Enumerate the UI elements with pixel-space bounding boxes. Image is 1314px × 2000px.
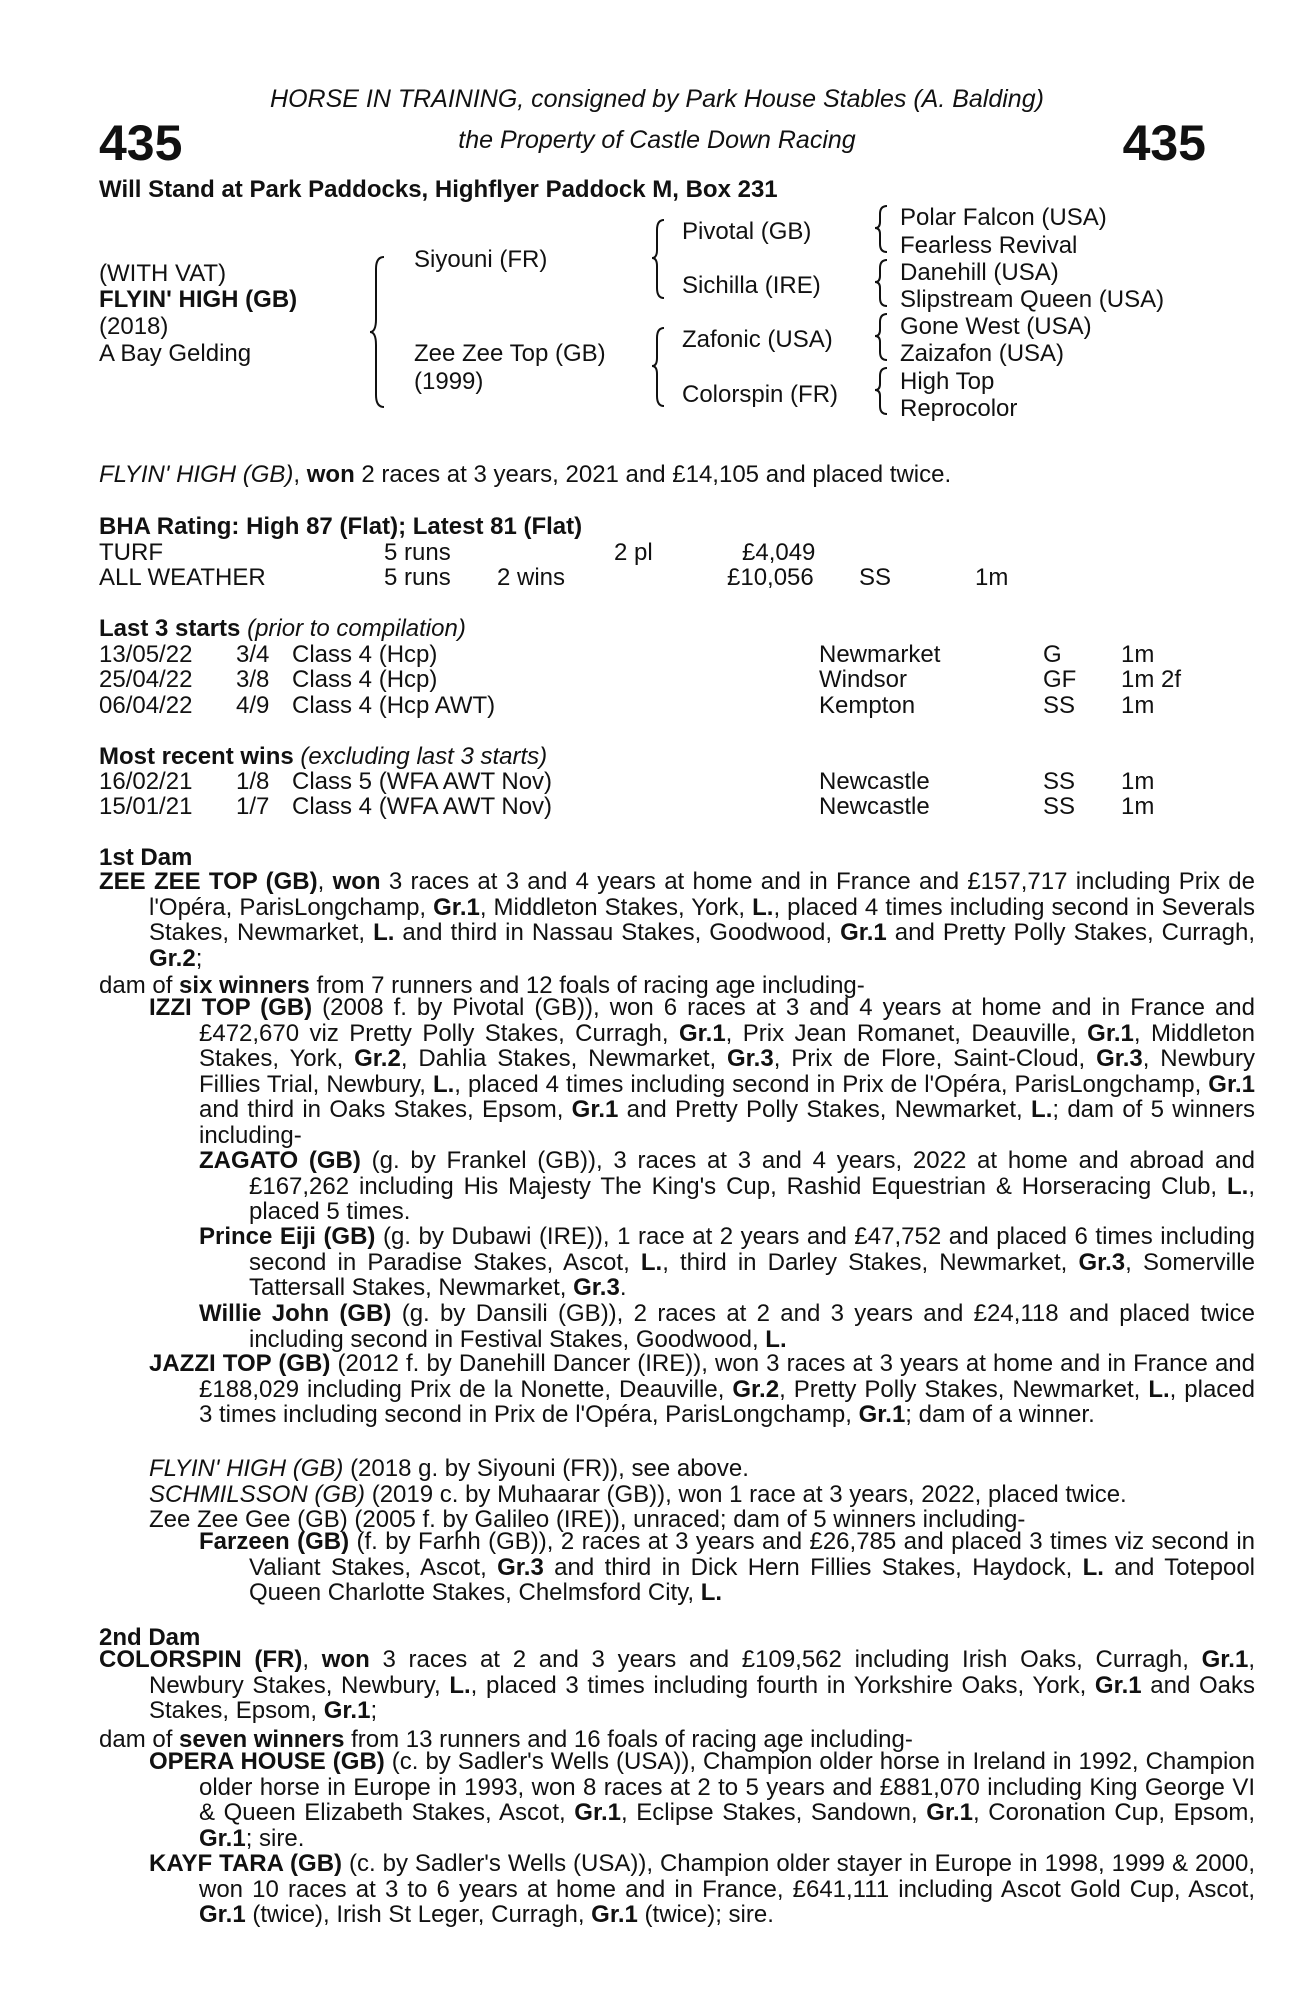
second-dam-name: COLORSPIN (FR) xyxy=(99,1646,303,1673)
produce-schmilsson: SCHMILSSON (GB) (2019 c. by Muhaarar (GB)), won 1 race at 3 years, 2022, placed twice. xyxy=(149,1481,1127,1508)
prize: £4,049 xyxy=(742,539,816,566)
second-dam-produce-summary: dam of seven winners from 13 runners and 16 foals of racing age including- xyxy=(99,1726,913,1753)
recent-wins-title: Most recent wins xyxy=(99,743,294,770)
first-dam-produce-summary: dam of six winners from 7 runners and 12 foals of racing age including- xyxy=(99,972,865,999)
recent-wins-heading xyxy=(99,745,547,769)
going: SS xyxy=(1043,692,1076,719)
going: SS xyxy=(859,564,892,591)
dam-sire: Zafonic (USA) xyxy=(682,326,833,353)
going: SS xyxy=(1043,768,1076,795)
pedigree-bracket-main xyxy=(370,255,390,410)
date: 16/02/21 xyxy=(99,768,193,795)
dam-dam: Colorspin (FR) xyxy=(682,381,839,408)
produce-izzi-top: IZZI TOP (GB) (2008 f. by Pivotal (GB)), won 6 races at 3 and 4 years at home and in France and £472,670 viz Pretty Polly Stakes, Curragh, Gr.1, Prix Jean Romanet, Deauville, Gr.1, Middleton Stakes, York, Gr.2, Dahlia Stakes, Newmarket, Gr.3, Prix de Flore, Saint-Cloud, Gr.3, Newbury Fillies Trial, Newbury, L., placed 4 times including second in Prix de l'Opéra, ParisLongchamp, Gr.1 and third in Oaks Stakes, Epsom, Gr.1 and Pretty Polly Stakes, Newmarket, L.; dam of 5 winners including- xyxy=(149,994,1256,1149)
produce-flyin-high: FLYIN' HIGH (GB) (2018 g. by Siyouni (FR)), see above. xyxy=(149,1455,749,1482)
lot-number-right: 435 xyxy=(1122,115,1206,171)
race-summary: FLYIN' HIGH (GB), won 2 races at 3 years, 2021 and £14,105 and placed twice. xyxy=(99,461,952,488)
surface: TURF xyxy=(99,539,163,566)
prize: £10,056 xyxy=(727,564,814,591)
last-starts-heading xyxy=(99,617,466,641)
pedigree-bracket-sd xyxy=(875,258,891,308)
recent-wins-note: (excluding last 3 starts) xyxy=(293,743,548,770)
last-starts-title: Last 3 starts xyxy=(99,615,241,642)
stand-location: Will Stand at Park Paddocks, Highflyer Paddock M, Box 231 xyxy=(99,176,778,203)
property-line: the Property of Castle Down Racing xyxy=(458,126,856,154)
consignor-line: HORSE IN TRAINING, consigned by Park House Stables (A. Balding) xyxy=(270,85,1044,113)
produce-jazzi-top: JAZZI TOP (GB) (2012 f. by Danehill Dancer (IRE)), won 3 races at 3 years at home and in France and £188,029 including Prix de la Nonette, Deauville, Gr.2, Pretty Polly Stakes, Newmarket, L., placed 3 times including second in Prix de l'Opéra, ParisLongchamp, Gr.1; dam of a winner. xyxy=(149,1350,1255,1428)
ped-dsd: Zaizafon (USA) xyxy=(900,340,1065,367)
ped-sss: Polar Falcon (USA) xyxy=(900,204,1107,231)
second-dam-record: COLORSPIN (FR), won 3 races at 2 and 3 years and £109,562 including Irish Oaks, Curragh, Gr.1, Newbury Stakes, Newbury, L., placed 3 times including fourth in Yorkshire Oaks, York, Gr.1 and Oaks Stakes, Epsom, Gr.1; xyxy=(99,1646,1255,1724)
summary-won: won xyxy=(306,461,355,488)
pedigree-bracket-dam xyxy=(652,326,668,408)
going: GF xyxy=(1043,666,1077,693)
position: 1/7 xyxy=(236,793,270,820)
produce-kayf-tara: KAYF TARA (GB) (c. by Sadler's Wells (USA)), Champion older stayer in Europe in 1998, 1999 & 2000, won 10 races at 3 to 6 years at home and in France, £641,111 including Ascot Gold Cup, Ascot, Gr.1 (twice), Irish St Leger, Curragh, Gr.1 (twice); sire. xyxy=(149,1850,1256,1928)
distance: 1m 2f xyxy=(1121,666,1182,693)
rating-row-aw xyxy=(99,566,1219,590)
summary-horse-name: FLYIN' HIGH (GB) xyxy=(99,461,294,488)
win-row xyxy=(99,770,1219,794)
runs: 5 runs xyxy=(384,564,451,591)
produce-zee-zee-gee: Zee Zee Gee (GB) (2005 f. by Galileo (IRE)), unraced; dam of 5 winners including- xyxy=(149,1506,1026,1533)
first-dam-record: ZEE ZEE TOP (GB), won 3 races at 3 and 4 years at home and in France and £157,717 including Prix de l'Opéra, ParisLongchamp, Gr.1, Middleton Stakes, York, L., placed 4 times including second in Severals Stakes, Newmarket, L. and third in Nassau Stakes, Goodwood, Gr.1 and Pretty Polly Stakes, Curragh, Gr.2; xyxy=(99,868,1255,972)
produce-zagato: ZAGATO (GB) (g. by Frankel (GB)), 3 races at 3 and 4 years, 2022 at home and abroad and £167,262 including His Majesty The King's Cup, Rashid Equestrian & Horseracing Club, L., placed 5 times. xyxy=(199,1147,1255,1225)
course: Newmarket xyxy=(819,641,941,668)
placed: 2 pl xyxy=(614,539,653,566)
sire-name: Siyouni (FR) xyxy=(414,246,548,273)
distance: 1m xyxy=(1121,793,1155,820)
produce-willie-john: Willie John (GB) (g. by Dansili (GB)), 2 races at 2 and 3 years and £24,118 and placed twice including second in Festival Stakes, Goodwood, L. xyxy=(199,1300,1256,1353)
ped-sdd: Slipstream Queen (USA) xyxy=(900,286,1165,313)
pedigree-bracket-ds xyxy=(875,312,891,362)
ped-ddd: Reprocolor xyxy=(900,395,1018,422)
race-class: Class 4 (Hcp) xyxy=(292,666,438,693)
winners-count: six winners xyxy=(179,972,310,999)
pedigree-bracket-sire xyxy=(652,218,668,300)
course: Newcastle xyxy=(819,793,930,820)
position: 3/4 xyxy=(236,641,270,668)
winners-count: seven winners xyxy=(179,1726,345,1753)
position: 4/9 xyxy=(236,692,270,719)
lot-number-left: 435 xyxy=(99,115,183,171)
date: 25/04/22 xyxy=(99,666,193,693)
date: 06/04/22 xyxy=(99,692,193,719)
going: SS xyxy=(1043,793,1076,820)
sire-sire: Pivotal (GB) xyxy=(682,218,812,245)
horse-name: FLYIN' HIGH (GB) xyxy=(99,286,298,313)
start-row xyxy=(99,668,1219,692)
distance: 1m xyxy=(1121,768,1155,795)
pedigree-bracket-ss xyxy=(875,204,891,254)
wins: 2 wins xyxy=(497,564,566,591)
position: 3/8 xyxy=(236,666,270,693)
ped-dds: High Top xyxy=(900,368,995,395)
start-row xyxy=(99,643,1219,667)
ped-sds: Danehill (USA) xyxy=(900,259,1059,286)
course: Newcastle xyxy=(819,768,930,795)
surface: ALL WEATHER xyxy=(99,564,266,591)
race-class: Class 4 (Hcp) xyxy=(292,641,438,668)
rating-row-turf xyxy=(99,541,1219,565)
going: G xyxy=(1043,641,1062,668)
horse-description: A Bay Gelding xyxy=(99,340,252,367)
pedigree-bracket-dd xyxy=(875,366,891,416)
produce-opera-house: OPERA HOUSE (GB) (c. by Sadler's Wells (USA)), Champion older horse in Ireland in 1992, Champion older horse in Europe in 1993, won 8 races at 2 to 5 years and £881,070 including King George VI & Queen Elizabeth Stakes, Ascot, Gr.1, Eclipse Stakes, Sandown, Gr.1, Coronation Cup, Epsom, Gr.1; sire. xyxy=(149,1748,1255,1852)
dam-year: (1999) xyxy=(414,368,484,395)
ped-dss: Gone West (USA) xyxy=(900,313,1092,340)
ped-ssd: Fearless Revival xyxy=(900,232,1078,259)
second-dam-heading: 2nd Dam xyxy=(99,1624,201,1651)
distance: 1m xyxy=(1121,641,1155,668)
date: 13/05/22 xyxy=(99,641,193,668)
vat-label: (WITH VAT) xyxy=(99,260,227,287)
race-class: Class 4 (Hcp AWT) xyxy=(292,692,496,719)
sire-dam: Sichilla (IRE) xyxy=(682,272,821,299)
first-dam-heading: 1st Dam xyxy=(99,844,193,871)
produce-farzeen: Farzeen (GB) (f. by Farhh (GB)), 2 races at 3 years and £26,785 and placed 3 times viz second in Valiant Stakes, Ascot, Gr.3 and third in Dick Hern Fillies Stakes, Haydock, L. and Totepool Queen Charlotte Stakes, Chelmsford City, L. xyxy=(199,1528,1256,1606)
race-class: Class 5 (WFA AWT Nov) xyxy=(292,768,553,795)
runs: 5 runs xyxy=(384,539,451,566)
dam-name: Zee Zee Top (GB) xyxy=(414,340,606,367)
distance: 1m xyxy=(975,564,1009,591)
foaling-year: (2018) xyxy=(99,313,169,340)
course: Windsor xyxy=(819,666,908,693)
first-dam-name: ZEE ZEE TOP (GB) xyxy=(99,868,318,895)
produce-prince-eiji: Prince Eiji (GB) (g. by Dubawi (IRE)), 1 race at 2 years and £47,752 and placed 6 times including second in Paradise Stakes, Ascot, L., third in Darley Stakes, Newmarket, Gr.3, Somerville Tattersall Stakes, Newmarket, Gr.3. xyxy=(199,1223,1256,1301)
win-row xyxy=(99,795,1219,819)
date: 15/01/21 xyxy=(99,793,193,820)
course: Kempton xyxy=(819,692,916,719)
bha-rating: BHA Rating: High 87 (Flat); Latest 81 (Flat) xyxy=(99,513,583,540)
race-class: Class 4 (WFA AWT Nov) xyxy=(292,793,553,820)
last-starts-note: (prior to compilation) xyxy=(240,615,466,642)
position: 1/8 xyxy=(236,768,270,795)
start-row xyxy=(99,694,1219,718)
summary-text: 2 races at 3 years, 2021 and £14,105 and placed twice. xyxy=(354,461,952,488)
distance: 1m xyxy=(1121,692,1155,719)
